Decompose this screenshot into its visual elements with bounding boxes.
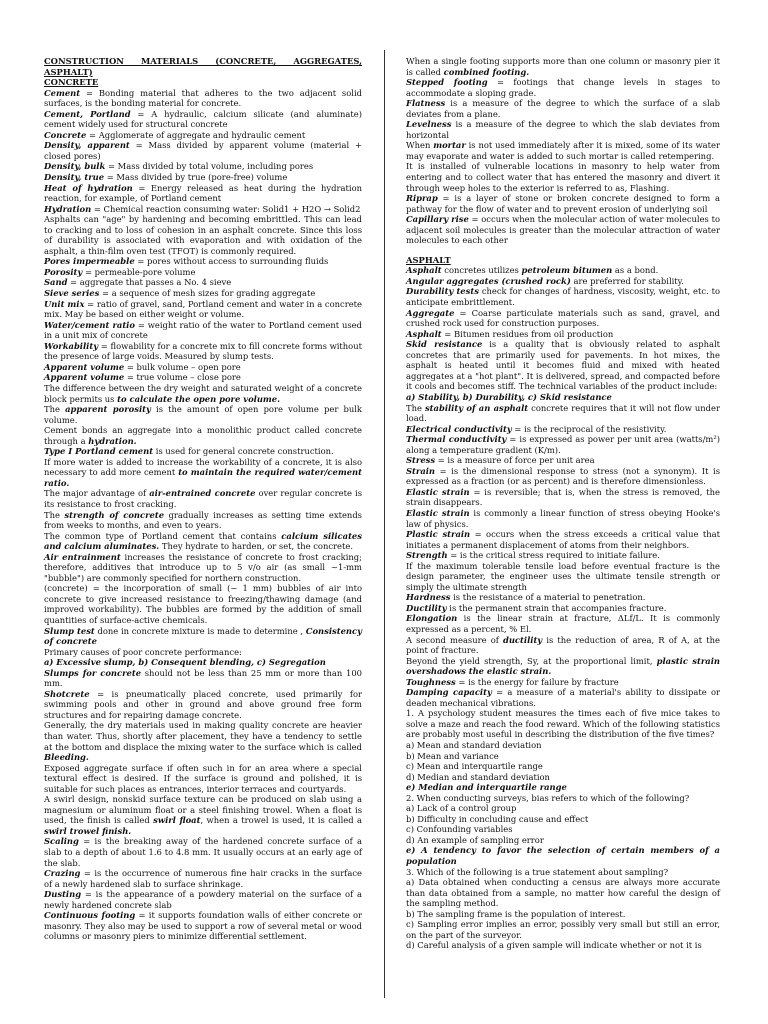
text-run: concrete requires that it will not flow under load.	[406, 402, 720, 424]
text-run: = a measure of a material's ability to dissipate or deaden mechanical vibrations.	[406, 687, 720, 708]
text-run: The	[44, 509, 65, 520]
text-run: c) Confounding variables	[406, 824, 513, 835]
emphasis-term: calcium silicates and calcium aluminates.	[44, 530, 362, 552]
paragraph	[406, 919, 720, 940]
emphasis-term: to maintain the required water/cement ratio.	[44, 467, 362, 488]
emphasis-term: e) A tendency to favor the selection of certain members of a population	[406, 845, 720, 867]
emphasis-term: swirl trowel finish.	[44, 825, 132, 836]
text-run: = Mass divided by total volume, including pores	[105, 161, 314, 172]
paragraph	[406, 119, 720, 140]
text-run: = is pneumatically placed concrete, used primarily for swimming pools and other in ground and above ground free form structures and for repairing damage concrete.	[44, 688, 362, 720]
emphasis-term: Angular aggregates (crushed rock)	[406, 275, 571, 286]
text-run: = ratio of gravel, sand, Portland cement and water in a concrete mix. May be based on either weight or volume.	[44, 298, 362, 320]
emphasis-term: Concrete	[44, 129, 87, 140]
paragraph	[406, 308, 720, 329]
emphasis-term: Slump test	[44, 625, 95, 636]
paragraph	[406, 814, 720, 825]
emphasis-term: Unit mix	[44, 298, 85, 309]
emphasis-term: ductility	[502, 634, 543, 645]
emphasis-term: Stepped footing	[406, 77, 488, 88]
section-heading-concrete	[44, 77, 362, 88]
text-run: b) Difficulty in concluding cause and effect	[406, 813, 589, 824]
paragraph	[44, 383, 362, 404]
emphasis-term: petroleum bitumen	[521, 265, 613, 276]
paragraph	[406, 772, 720, 783]
text-run: is a quality that is obviously related to asphalt concretes that are primarily used for pavements. In hot mixes, the asphalt is heated until it becomes fluid and mixed with heated aggregates at a "hot plant". It is delivered, spread, and compacted before it cools and becomes stiff. The technical variables of the product include:	[406, 339, 720, 392]
paragraph	[406, 761, 720, 772]
paragraph	[406, 403, 720, 424]
emphasis-term: Porosity	[44, 266, 83, 277]
paragraph	[406, 782, 720, 793]
emphasis-term: Consistency of concrete	[44, 625, 362, 647]
paragraph	[406, 56, 720, 77]
text-run: c) Sampling error implies an error, possibly very small but still an error, on the part of the surveyor.	[406, 919, 720, 940]
text-run: 2. When conducting surveys, bias refers to which of the following?	[406, 792, 690, 803]
text-run: concretes utilizes	[441, 265, 522, 276]
text-run: (concrete) = the incorporation of small (~ 1 mm) bubbles of air into concrete to give increased resistance to freezing/thawing damage (and improved workability). The bubbles are formed by the addition of small quantities of surface-active chemicals.	[44, 583, 362, 625]
text-run: They hydrate to harden, or set, the concrete.	[159, 541, 353, 552]
column-divider	[384, 50, 385, 998]
paragraph	[44, 183, 362, 204]
paragraph	[406, 140, 720, 161]
text-run: b) The sampling frame is the population of interest.	[406, 908, 626, 919]
emphasis-term: Density, true	[44, 172, 105, 183]
paragraph	[406, 339, 720, 392]
paragraph	[406, 214, 720, 246]
emphasis-term: swirl float	[153, 815, 201, 826]
emphasis-term: Scaling	[44, 836, 79, 847]
paragraph	[44, 668, 362, 689]
emphasis-term: Type I Portland cement	[44, 446, 154, 457]
text-run: Generally, the dry materials used in making quality concrete are heavier than water. Thus, shortly after placement, they have a tendency to settle at the bottom and displace the mixing water to the surface which is called	[44, 720, 362, 752]
text-run: is a measure of the degree to which the surface of a slab deviates from a plane.	[406, 98, 720, 119]
emphasis-term: strength of concrete	[64, 509, 165, 520]
emphasis-term: Pores impermeable	[44, 256, 135, 267]
paragraph	[406, 635, 720, 656]
text-run: = is the occurrence of numerous fine hair cracks in the surface of a newly hardened slab to surface shrinkage.	[44, 868, 362, 889]
text-run: are preferred for stability.	[570, 275, 684, 286]
paragraph	[406, 793, 720, 804]
paragraph	[44, 341, 362, 362]
text-run: = A hydraulic, calcium silicate (and aluminate) cement widely used for structural concrete	[44, 108, 363, 130]
text-run: = permeable-pore volume	[82, 266, 196, 277]
text-run: A swirl design, nonskid surface texture can be produced on slab using a magnesium or aluminum float or a steel finishing trowel. When a float is used, the finish is called	[44, 794, 362, 826]
text-run: d) Careful analysis of a given sample will indicate whether or not it is	[406, 940, 702, 951]
paragraph	[44, 657, 362, 668]
emphasis-term: Crazing	[44, 868, 81, 879]
emphasis-term: Cement, Portland	[44, 108, 131, 119]
text-run: The	[406, 402, 425, 413]
paragraph	[406, 561, 720, 593]
paragraph	[44, 868, 362, 889]
paragraph	[406, 265, 720, 276]
paragraph	[406, 529, 720, 550]
paragraph	[406, 613, 720, 634]
emphasis-term: Density, apparent	[44, 140, 130, 151]
emphasis-term: Hardness	[406, 592, 451, 603]
heading-text: CONSTRUCTION MATERIALS (CONCRETE, AGGREGATES, ASPHALT)	[44, 56, 362, 77]
right-column	[406, 56, 720, 951]
paragraph	[406, 161, 720, 193]
emphasis-term: Ductility	[406, 602, 447, 613]
emphasis-term: Elongation	[406, 613, 458, 624]
paragraph	[406, 677, 720, 688]
paragraph	[44, 161, 362, 172]
text-run: is the permanent strain that accompanies fracture.	[446, 602, 667, 613]
text-run: = weight ratio of the water to Portland cement used in a unit mix of concrete	[44, 319, 362, 341]
paragraph	[44, 109, 362, 130]
text-run: increases the resistance of concrete to frost cracking; therefore, additives that introduce up to 5 v/o air (as small ~1-mm "bubble") are commonly specified for northern construction.	[44, 551, 362, 583]
emphasis-term: Hydration	[44, 203, 92, 214]
section-heading-asphalt	[406, 255, 720, 266]
text-run: = is reversible; that is, when the stress is removed, the strain disappears.	[406, 486, 720, 508]
paragraph	[44, 172, 362, 183]
text-run: If more water is added to increase the workability of a concrete, it is also necessary to add more cement	[44, 456, 362, 478]
paragraph	[44, 140, 362, 161]
text-run: a) Lack of a control group	[406, 803, 517, 814]
text-run: When	[406, 140, 434, 151]
text-run: Cement bonds an aggregate into a monolithic product called concrete through a	[44, 425, 362, 446]
text-run: = is expressed as power per unit area (watts/m²) along a temperature gradient (K/m).	[406, 434, 720, 455]
paragraph	[44, 583, 362, 625]
paragraph	[406, 508, 720, 529]
emphasis-term: Stress	[406, 455, 436, 466]
text-run: When a single footing supports more than one column or masonry pier it is called	[406, 56, 720, 77]
text-run: is the linear strain at fracture, ΔLf/L. It is commonly expressed as a percent, % El.	[406, 613, 720, 634]
text-run: is the amount of open pore volume per bulk volume.	[44, 404, 362, 425]
text-run: = is the breaking away of the hardened concrete surface of a slab to a depth of about 1.6 to 4.8 mm. It usually occurs at an early age of the slab.	[44, 836, 362, 868]
emphasis-term: Dusting	[44, 889, 82, 900]
left-column	[44, 56, 362, 942]
emphasis-term: Strain	[406, 465, 436, 476]
text-run: = a sequence of mesh sizes for grading aggregate	[99, 288, 316, 299]
emphasis-term: apparent porosity	[65, 404, 151, 415]
paragraph	[406, 77, 720, 98]
text-run: = Energy released as heat during the hydration reaction, for example, of Portland cement	[44, 182, 363, 204]
emphasis-term: Asphalt	[406, 328, 442, 339]
text-run: A second measure of	[406, 634, 503, 645]
text-run: The difference between the dry weight and saturated weight of a concrete block permits us	[44, 382, 362, 404]
emphasis-term: Plastic strain	[406, 529, 471, 540]
emphasis-term: Water/cement ratio	[44, 319, 135, 330]
text-run: = Chemical reaction consuming water: Solid1 + H2O → Solid2	[91, 203, 361, 214]
paragraph	[44, 889, 362, 910]
emphasis-term: Sand	[44, 277, 68, 288]
emphasis-term: Apparent volume	[44, 372, 125, 383]
text-run: 3. Which of the following is a true statement about sampling?	[406, 866, 669, 877]
text-run: The major advantage of	[44, 488, 150, 499]
text-run: is used for general concrete construction.	[153, 446, 334, 457]
paragraph	[44, 446, 362, 457]
text-run: c) Mean and interquartile range	[406, 761, 543, 772]
text-run: = footings that change levels in stages to accommodate a sloping grade.	[406, 77, 720, 98]
paragraph	[406, 740, 720, 751]
paragraph	[44, 457, 362, 489]
paragraph	[406, 392, 720, 403]
paragraph	[44, 531, 362, 552]
paragraph	[44, 320, 362, 341]
paragraph	[44, 763, 362, 795]
heading-text: CONCRETE	[44, 77, 99, 88]
text-run: 1. A psychology student measures the times each of five mice takes to solve a maze and reach the food reward. Which of the following statistics are probably most useful in describing the distribution of the five times?	[406, 708, 720, 740]
emphasis-term: combined footing.	[443, 66, 530, 77]
text-run: The	[44, 404, 66, 415]
paragraph	[44, 88, 362, 109]
paragraph	[406, 98, 720, 119]
emphasis-term: Durability tests	[406, 286, 479, 297]
paragraph	[406, 603, 720, 614]
text-run: , when a trowel is used, it is called a	[200, 815, 362, 826]
text-run: a) Data obtained when conducting a census are always more accurate than data obtained from a sample, no matter how careful the design of the sampling method.	[406, 877, 720, 909]
text-run: = Agglomerate of aggregate and hydraulic cement	[86, 129, 306, 140]
emphasis-term: plastic strain overshadows the elastic strain.	[406, 655, 720, 677]
text-run: Exposed aggregate surface if often such in for an area where a special textural effect is desired. If the surface is ground and polished, it is suitable for such places as entrances, interior terraces and courtyards.	[44, 762, 362, 794]
text-run: b) Mean and variance	[406, 750, 499, 761]
emphasis-term: Sieve series	[44, 288, 100, 299]
text-run: If the maximum tolerable tensile load before eventual fracture is the design parameter, the engineer uses the ultimate tensile strength or simply the ultimate strength	[406, 560, 720, 592]
text-run: = aggregate that passes a No. 4 sieve	[67, 277, 232, 288]
text-run: = Mass divided by apparent volume (material + closed pores)	[44, 140, 362, 161]
emphasis-term: Asphalt	[406, 265, 442, 276]
emphasis-term: e) Median and interquartile range	[406, 782, 567, 793]
paragraph	[406, 687, 720, 708]
emphasis-term: Toughness	[406, 676, 456, 687]
text-run: = Bonding material that adheres to the two adjacent solid surfaces, is the bonding material for concrete.	[44, 87, 362, 109]
emphasis-term: Thermal conductivity	[406, 434, 507, 445]
paragraph	[406, 193, 720, 214]
emphasis-term: Air entrainment	[44, 551, 121, 562]
emphasis-term: Density, bulk	[44, 161, 106, 172]
emphasis-term: Slumps for concrete	[44, 667, 142, 678]
emphasis-term: Levelness	[406, 119, 452, 130]
paragraph	[44, 647, 362, 658]
text-run: = is the reciprocal of the resistivity.	[511, 423, 667, 434]
doc-title	[44, 56, 362, 77]
paragraph	[406, 286, 720, 307]
text-run: = is the dimensional response to stress (not a synonym). It is expressed as a fraction (or as percent) and is therefore dimensionless.	[406, 465, 720, 487]
paragraph	[44, 130, 362, 141]
text-run: a) Mean and standard deviation	[406, 740, 542, 750]
text-run: as a bond.	[612, 265, 659, 276]
emphasis-term: Shotcrete	[44, 688, 90, 699]
text-run: = Mass divided by true (pore-free) volume	[104, 172, 288, 183]
text-run: is commonly a linear function of stress obeying Hooke's law of physics.	[406, 507, 721, 529]
paragraph	[406, 424, 720, 435]
emphasis-term: Apparent volume	[44, 361, 125, 372]
emphasis-term: Electrical conductivity	[406, 423, 512, 434]
emphasis-term: Damping capacity	[406, 687, 492, 698]
text-run: = is a layer of stone or broken concrete designed to form a pathway for the flow of water and to prevent erosion of underlying soil	[406, 193, 720, 214]
paragraph	[44, 910, 362, 942]
text-run: = is a measure of force per unit area	[435, 455, 595, 466]
paragraph	[44, 720, 362, 762]
text-run: = is the appearance of a powdery material on the surface of a newly hardened concrete slab	[44, 889, 362, 910]
paragraph	[44, 626, 362, 647]
text-run: = occurs when the molecular action of water molecules to adjacent soil molecules is greater than the molecular attraction of water molecules to each other	[406, 214, 720, 246]
text-run: is the reduction of area, R of A, at the point of fracture.	[406, 634, 721, 656]
text-run: check for changes of hardness, viscosity, weight, etc. to anticipate embrittlement.	[406, 286, 720, 308]
heading-text: ASPHALT	[406, 254, 451, 265]
paragraph	[44, 794, 362, 836]
paragraph	[44, 256, 362, 267]
paragraph	[44, 425, 362, 446]
paragraph	[406, 845, 720, 866]
paragraph	[406, 550, 720, 561]
text-run: d) Median and standard deviation	[406, 771, 550, 782]
paragraph	[44, 488, 362, 509]
text-run: = pores without access to surrounding fluids	[134, 256, 329, 267]
emphasis-term: a) Stability, b) Durability, c) Skid resistance	[406, 391, 612, 402]
paragraph	[44, 214, 362, 256]
text-run: = it supports foundation walls of either concrete or masonry. They also may be used to support a row of several metal or wood columns or masonry piers to minimize differential settlement.	[44, 910, 362, 942]
paragraph	[406, 940, 720, 951]
paragraph	[406, 803, 720, 814]
emphasis-term: Continuous footing	[44, 910, 136, 921]
emphasis-term: Capillary rise	[406, 214, 469, 225]
text-run: = is the critical stress required to initiate failure.	[447, 550, 660, 561]
text-run: Beyond the yield strength, Sy, at the proportional limit,	[406, 655, 657, 666]
text-run: should not be less than 25 mm or more than 100 mm.	[44, 667, 363, 689]
paragraph	[44, 836, 362, 868]
emphasis-term: Cement	[44, 87, 81, 98]
emphasis-term: hydration.	[88, 435, 137, 446]
text-run: = Coarse particulate materials such as sand, gravel, and crushed rock used for construction purposes.	[406, 307, 720, 329]
paragraph	[44, 267, 362, 278]
paragraph	[44, 510, 362, 531]
emphasis-term: Skid resistance	[406, 339, 483, 350]
paragraph	[44, 362, 362, 373]
text-run: = is the energy for failure by fracture	[455, 676, 619, 687]
emphasis-term: Aggregate	[406, 307, 455, 318]
paragraph	[44, 404, 362, 425]
emphasis-term: mortar	[433, 140, 466, 151]
text-run: done in concrete mixture is made to determine ,	[94, 625, 306, 636]
emphasis-term: Riprap	[406, 193, 438, 204]
paragraph	[44, 552, 362, 584]
emphasis-term: Strength	[406, 550, 448, 561]
paragraph	[406, 656, 720, 677]
paragraph	[44, 372, 362, 383]
paragraph	[44, 277, 362, 288]
emphasis-term: air-entrained concrete	[149, 488, 256, 499]
paragraph	[44, 288, 362, 299]
text-run: over regular concrete is its resistance to frost cracking.	[44, 488, 363, 509]
text-run: d) An example of sampling error	[406, 834, 544, 845]
emphasis-term: Flatness	[406, 98, 446, 109]
paragraph	[406, 592, 720, 603]
paragraph	[44, 299, 362, 320]
emphasis-term: Bleeding.	[44, 752, 89, 763]
paragraph	[406, 835, 720, 846]
paragraph	[406, 487, 720, 508]
text-run: = occurs when the stress exceeds a critical value that initiates a permanent displacement of atoms from their neighbors.	[406, 529, 720, 550]
paragraph	[406, 867, 720, 878]
paragraph	[44, 689, 362, 721]
text-run: = flowability for a concrete mix to fill concrete forms without the presence of large voids. Measured by slump tests.	[44, 340, 362, 362]
emphasis-term: a) Excessive slump, b) Consequent blending, c) Segregation	[44, 657, 326, 668]
text-run: It is installed of vulnerable locations in masonry to help water from entering and to collect water that has entered the masonry and divert it through weep holes to the exterior is referred to as, Flashing.	[406, 161, 720, 193]
paragraph	[406, 466, 720, 487]
paragraph-gap	[406, 246, 720, 255]
paragraph	[406, 909, 720, 920]
paragraph	[406, 824, 720, 835]
text-run: is a measure of the degree to which the slab deviates from horizontal	[406, 119, 720, 140]
text-run: = Bitumen residues from oil production	[441, 328, 614, 339]
paragraph	[406, 708, 720, 740]
paragraph	[406, 276, 720, 287]
paragraph	[406, 329, 720, 340]
paragraph	[406, 877, 720, 909]
paragraph	[406, 455, 720, 466]
text-run: The common type of Portland cement that contains	[44, 530, 282, 541]
paragraph	[406, 751, 720, 762]
text-run: gradually increases as setting time extends from weeks to months, and even to years.	[44, 509, 362, 531]
emphasis-term: Elastic strain	[406, 507, 470, 518]
emphasis-term: to calculate the open pore volume.	[117, 393, 281, 404]
text-run: = bulk volume – open pore	[124, 361, 241, 372]
text-run: Asphalts can "age" by hardening and becoming embrittled. This can lead to cracking and to loss of cohesion in an asphalt concrete. Since this loss of durability is associated with evaporation and with oxidation of the asphalt, a thin-film oven test (TFOT) is commonly required.	[44, 214, 362, 256]
emphasis-term: Heat of hydration	[44, 182, 133, 193]
emphasis-term: Elastic strain	[406, 486, 470, 497]
text-run: is the resistance of a material to penetration.	[450, 592, 646, 603]
paragraph	[44, 204, 362, 215]
text-run: Primary causes of poor concrete performance:	[44, 646, 242, 657]
text-run: = true volume – close pore	[124, 372, 241, 383]
paragraph	[406, 434, 720, 455]
emphasis-term: Workability	[44, 340, 99, 351]
text-run: is not used immediately after it is mixed, some of its water may evaporate and water is added to such mortar is called retempering.	[406, 140, 720, 161]
emphasis-term: stability of an asphalt	[424, 402, 529, 413]
